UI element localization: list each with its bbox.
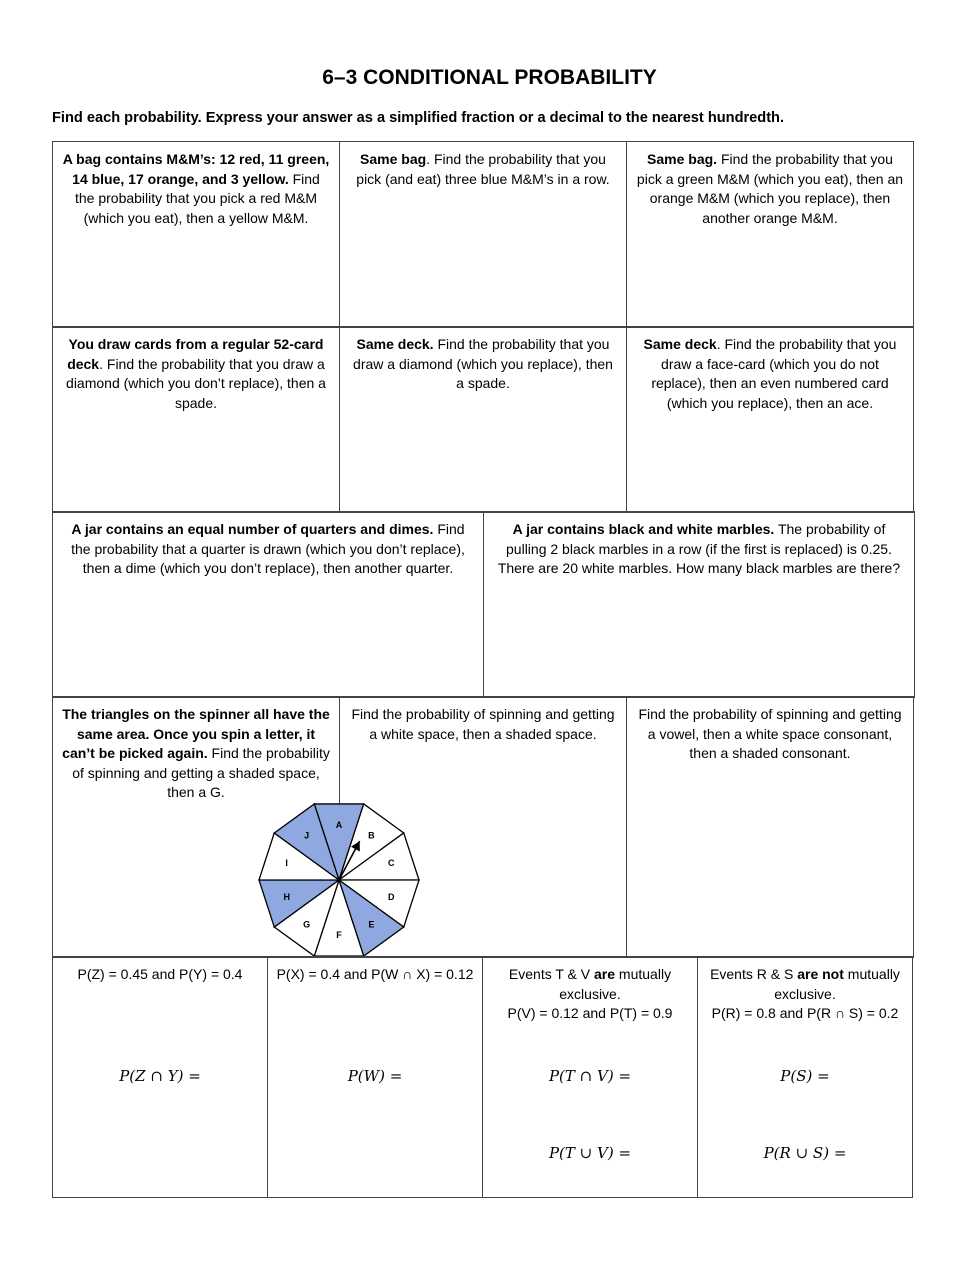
problem-bold: A jar contains black and white marbles. xyxy=(512,521,775,537)
spinner-label-b: B xyxy=(368,830,375,841)
problem-mm-red-yellow xyxy=(52,141,340,328)
given-values: P(R) = 0.8 and P(R ∩ S) = 0.2 xyxy=(711,1005,899,1021)
spinner-label-h: H xyxy=(283,891,290,902)
problem-bold: Same bag. xyxy=(647,151,718,167)
problem-mm-green-orange xyxy=(626,141,914,328)
problem-mutually-exclusive-tv xyxy=(482,956,698,1198)
problem-bold: Same bag xyxy=(360,151,427,167)
answer-prompt-union: P(R ∪ S) = xyxy=(763,1144,847,1162)
problem-row-5 xyxy=(52,956,915,1197)
answer-prompt-union: P(T ∪ V) = xyxy=(548,1144,632,1162)
problem-text: Find the probability of spinning and getting a shaded space, then a G. xyxy=(72,745,330,800)
page-title: 6–3 CONDITIONAL PROBABILITY xyxy=(322,66,657,89)
problem-text: . Find the probability that you draw a face-card (which you do not replace), then an even numbered card (which you replace), then an ace. xyxy=(651,336,897,411)
problem-deck-replace xyxy=(339,326,627,513)
instructions: Find each probability. Express your answer as a simplified fraction or a decimal to the nearest hundredth. xyxy=(52,110,785,126)
problem-row-2 xyxy=(52,326,915,512)
problem-bold: A bag contains M&M’s: 12 red, 11 green, 14 blue, 17 orange, and 3 yellow. xyxy=(62,151,330,187)
problem-bold: Same deck. xyxy=(356,336,434,352)
answer-prompt-intersection: P(T ∩ V) = xyxy=(548,1067,632,1085)
problem-text: . Find the probability that you pick (and eat) three blue M&M’s in a row. xyxy=(356,151,610,187)
spinner-label-c: C xyxy=(388,858,395,869)
spinner-label-d: D xyxy=(388,891,395,902)
spinner-label-j: J xyxy=(304,830,310,841)
given-values: P(Z) = 0.45 and P(Y) = 0.4 xyxy=(77,966,243,982)
event-statement: Events T & V are mutually exclusive. xyxy=(508,966,672,1002)
given-values: P(X) = 0.4 and P(W ∩ X) = 0.12 xyxy=(276,966,474,982)
problem-jar-marbles xyxy=(483,511,915,698)
spinner-label-f: F xyxy=(336,930,342,940)
problem-text: . Find the probability that you draw a diamond (which you don’t replace), then a spade. xyxy=(66,355,326,411)
problem-row-3 xyxy=(52,511,915,697)
answer-prompt-s: P(S) = xyxy=(780,1067,830,1085)
spinner-label-i: I xyxy=(285,858,288,869)
problem-independent-zy xyxy=(52,956,268,1198)
problem-text: Find the probability of spinning and getting a white space, then a shaded space. xyxy=(351,706,615,742)
answer-prompt: P(W) = xyxy=(347,1067,403,1085)
problem-text: Find the probability that you draw a diamond (which you replace), then a spade. xyxy=(353,336,613,391)
problem-bold: Same deck xyxy=(643,336,717,352)
problem-text: Find the probability that you pick a red M&M (which you eat), then a yellow M&M. xyxy=(74,170,320,226)
answer-prompt: P(Z ∩ Y) = xyxy=(119,1067,201,1085)
spinner-label-a: A xyxy=(335,820,343,830)
problem-deck-face-card xyxy=(626,326,914,513)
spinner-diagram xyxy=(246,800,432,960)
problem-bold: A jar contains an equal number of quarters and dimes. xyxy=(71,521,434,537)
problem-row-4 xyxy=(52,696,915,957)
problem-text: The probability of pulling 2 black marbles in a row (if the first is replaced) is 0.25. There are 20 white marbles. How many black marbles are there? xyxy=(497,521,901,576)
problem-bold: You draw cards from a regular 52-card deck xyxy=(67,336,324,372)
problem-text: Find the probability that you pick a green M&M (which you eat), then an orange M&M (which you replace), then another orange M&M. xyxy=(636,151,904,226)
problem-row-1 xyxy=(52,141,915,327)
problem-jar-coins xyxy=(52,511,484,698)
problem-mm-three-blue xyxy=(339,141,627,328)
given-values: P(V) = 0.12 and P(T) = 0.9 xyxy=(507,1005,673,1021)
spinner-label-e: E xyxy=(368,919,375,930)
problem-text: Find the probability that a quarter is drawn (which you don’t replace), then a dime (which you don’t replace), then another quarter. xyxy=(71,521,465,576)
problem-deck-diamond-spade xyxy=(52,326,340,513)
spinner-label-g: G xyxy=(303,919,311,930)
event-statement: Events R & S are not mutually exclusive. xyxy=(710,966,900,1002)
problem-text: Find the probability of spinning and getting a vowel, then a white space consonant, then a shaded consonant. xyxy=(638,706,902,761)
problem-conditional-wx xyxy=(267,956,483,1198)
problem-not-mutually-exclusive-rs xyxy=(697,956,913,1198)
problem-spinner-vowel xyxy=(626,696,914,958)
problem-bold: The triangles on the spinner all have the same area. Once you spin a letter, it can’t be picked again. xyxy=(62,706,330,761)
